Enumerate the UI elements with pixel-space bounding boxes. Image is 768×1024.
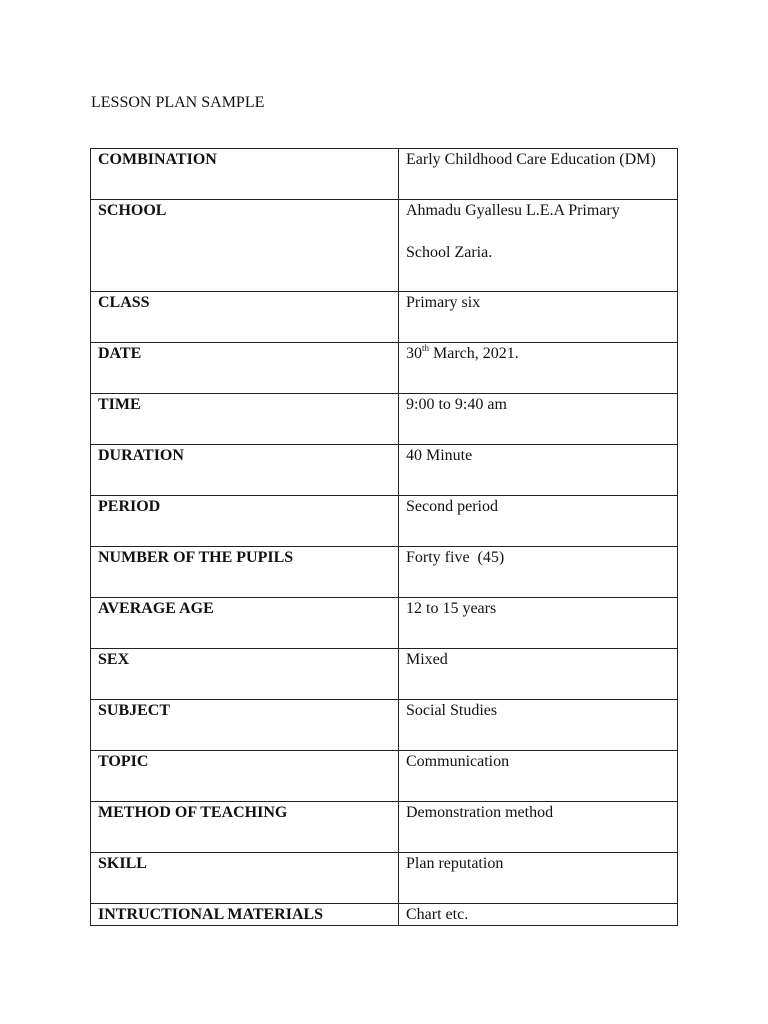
lesson-plan-table xyxy=(90,148,678,926)
row-value: Chart etc. xyxy=(399,904,678,926)
row-label: SUBJECT xyxy=(91,700,399,751)
row-label: TOPIC xyxy=(91,751,399,802)
date-ordinal: th xyxy=(422,343,430,353)
row-value: Mixed xyxy=(399,649,678,700)
row-value: Primary six xyxy=(399,292,678,343)
row-label: TIME xyxy=(91,394,399,445)
row-value-line-1: Ahmadu Gyallesu L.E.A Primary xyxy=(406,202,620,219)
table-row xyxy=(91,802,678,853)
row-value: 12 to 15 years xyxy=(399,598,678,649)
row-value: 40 Minute xyxy=(399,445,678,496)
row-label: CLASS xyxy=(91,292,399,343)
row-value: Forty five (45) xyxy=(399,547,678,598)
table-row xyxy=(91,292,678,343)
row-value: Social Studies xyxy=(399,700,678,751)
row-label: METHOD OF TEACHING xyxy=(91,802,399,853)
document-title: LESSON PLAN SAMPLE xyxy=(91,94,265,111)
table-row xyxy=(91,445,678,496)
table-row xyxy=(91,700,678,751)
table-row xyxy=(91,200,678,292)
row-value: Second period xyxy=(399,496,678,547)
date-rest: March, 2021. xyxy=(429,345,519,362)
row-label: SEX xyxy=(91,649,399,700)
row-value: Communication xyxy=(399,751,678,802)
row-value-line-2: School Zaria. xyxy=(406,244,493,261)
row-value xyxy=(399,343,678,394)
table-row xyxy=(91,853,678,904)
table-row xyxy=(91,598,678,649)
row-value: Plan reputation xyxy=(399,853,678,904)
table-row xyxy=(91,343,678,394)
table-row xyxy=(91,904,678,926)
row-label: SKILL xyxy=(91,853,399,904)
row-label: DURATION xyxy=(91,445,399,496)
table-row xyxy=(91,496,678,547)
row-label: PERIOD xyxy=(91,496,399,547)
row-value: 9:00 to 9:40 am xyxy=(399,394,678,445)
table-row xyxy=(91,149,678,200)
table-row xyxy=(91,394,678,445)
row-label: INTRUCTIONAL MATERIALS xyxy=(91,904,399,926)
table-row xyxy=(91,547,678,598)
table-row xyxy=(91,649,678,700)
row-value: Demonstration method xyxy=(399,802,678,853)
row-label: COMBINATION xyxy=(91,149,399,200)
row-value: Early Childhood Care Education (DM) xyxy=(399,149,678,200)
table-row xyxy=(91,751,678,802)
row-label: DATE xyxy=(91,343,399,394)
row-value xyxy=(399,200,678,292)
date-day: 30 xyxy=(406,345,422,362)
row-label: AVERAGE AGE xyxy=(91,598,399,649)
row-label: SCHOOL xyxy=(91,200,399,292)
row-label: NUMBER OF THE PUPILS xyxy=(91,547,399,598)
